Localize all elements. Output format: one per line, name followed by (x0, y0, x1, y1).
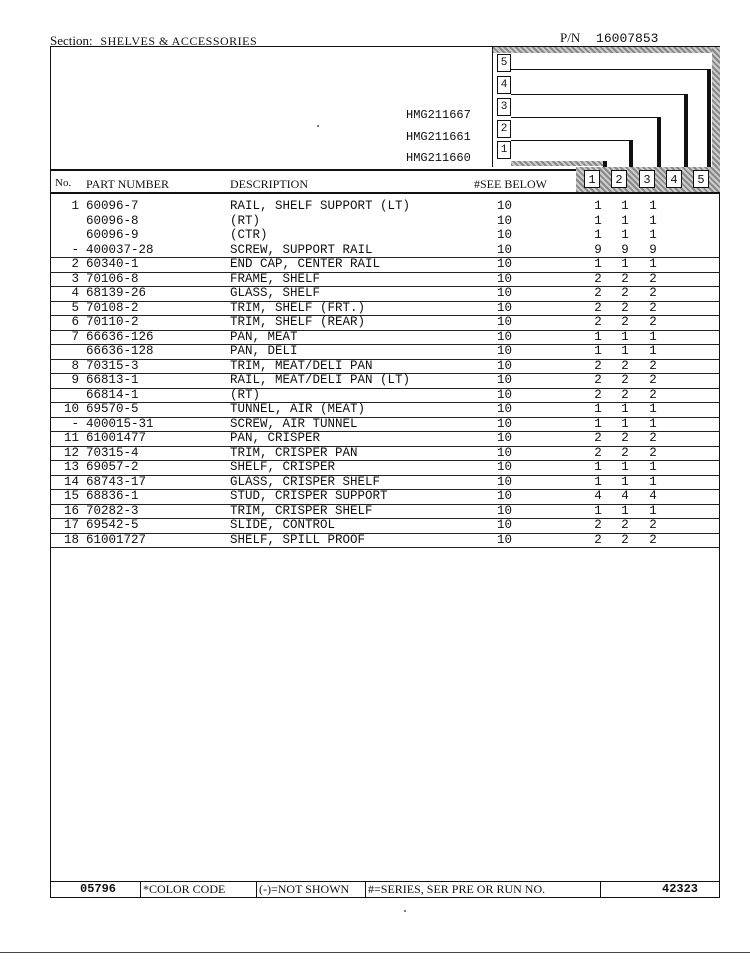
row-qty-col-3: 1 (649, 228, 657, 242)
row-item-number: 12 (63, 445, 79, 460)
box-column-rule (492, 47, 493, 167)
row-part-number: 70282-3 (86, 503, 139, 518)
step-vert-5 (707, 69, 711, 169)
header-bottom-rule (50, 192, 720, 194)
row-qty-col-1: 2 (594, 300, 602, 315)
step-vert-2 (629, 140, 633, 169)
row-rule (50, 547, 720, 548)
row-description: SHELF, SPILL PROOF (230, 532, 366, 547)
step-line-4 (511, 94, 686, 95)
row-see-below: 10 (497, 387, 513, 402)
row-qty-col-2: 2 (621, 431, 629, 445)
row-item-number: 11 (63, 431, 79, 445)
row-description: RAIL, MEAT/DELI PAN (LT) (230, 373, 411, 387)
row-part-number: 70106-8 (86, 271, 139, 286)
row-qty-col-3: 1 (649, 329, 657, 344)
footer-bar (50, 881, 720, 898)
row-qty-col-2: 1 (621, 503, 629, 518)
model-label-1: HMG211660 (406, 151, 471, 165)
model-box-3: 3 (497, 98, 511, 116)
row-description: (RT) (230, 387, 261, 402)
row-qty-col-3: 1 (649, 402, 657, 416)
row-description: TRIM, CRISPER SHELF (230, 503, 373, 518)
row-qty-col-3: 1 (649, 199, 657, 213)
row-see-below: 10 (497, 242, 513, 257)
row-description: TRIM, MEAT/DELI PAN (230, 358, 373, 373)
row-qty-col-3: 4 (649, 489, 657, 503)
col-header-no: No. (55, 177, 72, 189)
row-qty-col-3: 1 (649, 344, 657, 358)
pn-value: 16007853 (596, 31, 659, 46)
row-qty-col-3: 9 (649, 242, 657, 257)
row-part-number: 60340-1 (86, 257, 139, 271)
row-part-number: 68743-17 (86, 474, 147, 489)
scan-speck (404, 910, 406, 912)
row-description: TRIM, SHELF (REAR) (230, 315, 366, 329)
col-num-4: 4 (666, 170, 682, 188)
row-item-number: 13 (63, 460, 79, 474)
row-qty-col-2: 1 (621, 474, 629, 489)
row-qty-col-2: 2 (621, 387, 629, 402)
row-part-number: 66813-1 (86, 373, 139, 387)
row-see-below: 10 (497, 445, 513, 460)
row-item-number: 14 (63, 474, 79, 489)
row-description: (CTR) (230, 228, 268, 242)
row-qty-col-2: 2 (621, 315, 629, 329)
row-description: (RT) (230, 213, 261, 228)
row-part-number: 69570-5 (86, 402, 139, 416)
row-item-number: 7 (71, 329, 79, 344)
row-qty-col-1: 2 (594, 431, 602, 445)
row-part-number: 400037-28 (86, 242, 154, 257)
footer-sep (600, 882, 601, 897)
row-see-below: 10 (497, 532, 513, 547)
row-see-below: 10 (497, 474, 513, 489)
row-qty-col-3: 2 (649, 445, 657, 460)
step-line-3 (511, 117, 659, 118)
row-item-number: 15 (63, 489, 79, 503)
row-qty-col-2: 2 (621, 271, 629, 286)
shaded-band (492, 47, 720, 53)
footer-date-code: 05796 (80, 882, 117, 896)
row-see-below: 10 (497, 300, 513, 315)
row-see-below: 10 (497, 373, 513, 387)
model-box-4: 4 (497, 76, 511, 94)
row-qty-col-1: 1 (594, 503, 602, 518)
row-qty-col-1: 2 (594, 532, 602, 547)
row-part-number: 60096-7 (86, 199, 139, 213)
row-qty-col-1: 1 (594, 228, 602, 242)
col-header-desc: DESCRIPTION (230, 177, 309, 191)
row-qty-col-1: 9 (594, 242, 602, 257)
step-line-1 (511, 161, 607, 166)
row-description: GLASS, CRISPER SHELF (230, 474, 381, 489)
row-qty-col-2: 1 (621, 213, 629, 228)
section-value: SHELVES & ACCESSORIES (100, 34, 258, 48)
row-qty-col-1: 4 (594, 489, 602, 503)
row-qty-col-1: 2 (594, 358, 602, 373)
part-number-heading (560, 30, 658, 46)
row-item-number: 5 (71, 300, 79, 315)
row-qty-col-1: 1 (594, 402, 602, 416)
row-qty-col-2: 1 (621, 228, 629, 242)
row-see-below: 10 (497, 315, 513, 329)
row-see-below: 10 (497, 402, 513, 416)
row-qty-col-2: 1 (621, 416, 629, 431)
row-qty-col-1: 2 (594, 315, 602, 329)
row-qty-col-2: 2 (621, 286, 629, 300)
model-box-5: 5 (497, 54, 511, 72)
row-qty-col-1: 2 (594, 286, 602, 300)
row-see-below: 10 (497, 257, 513, 271)
row-item-number: 6 (71, 315, 79, 329)
row-qty-col-2: 2 (621, 358, 629, 373)
row-see-below: 10 (497, 518, 513, 532)
row-qty-col-3: 2 (649, 518, 657, 532)
row-part-number: 68836-1 (86, 489, 139, 503)
row-part-number: 66814-1 (86, 387, 139, 402)
row-qty-col-3: 2 (649, 431, 657, 445)
row-qty-col-2: 1 (621, 199, 629, 213)
row-part-number: 70108-2 (86, 300, 139, 315)
row-qty-col-1: 1 (594, 329, 602, 344)
row-description: TRIM, SHELF (FRT.) (230, 300, 366, 315)
row-item-number: 9 (71, 373, 79, 387)
row-qty-col-1: 2 (594, 518, 602, 532)
scan-speck (317, 125, 319, 127)
row-qty-col-2: 1 (621, 460, 629, 474)
footer-sep (256, 882, 257, 897)
row-part-number: 66636-126 (86, 329, 154, 344)
col-num-3: 3 (639, 170, 655, 188)
row-description: GLASS, SHELF (230, 286, 321, 300)
row-see-below: 10 (497, 271, 513, 286)
row-qty-col-3: 2 (649, 387, 657, 402)
row-see-below: 10 (497, 358, 513, 373)
row-qty-col-1: 1 (594, 257, 602, 271)
model-label-3: HMG211667 (406, 108, 471, 122)
row-description: PAN, DELI (230, 344, 298, 358)
row-description: END CAP, CENTER RAIL (230, 257, 381, 271)
row-qty-col-1: 1 (594, 416, 602, 431)
row-qty-col-1: 2 (594, 271, 602, 286)
row-qty-col-2: 4 (621, 489, 629, 503)
col-num-5: 5 (693, 170, 709, 188)
row-part-number: 70315-4 (86, 445, 139, 460)
page-bottom-rule (0, 952, 750, 953)
row-description: SHELF, CRISPER (230, 460, 336, 474)
row-qty-col-1: 1 (594, 213, 602, 228)
row-qty-col-2: 2 (621, 445, 629, 460)
col-num-2: 2 (611, 170, 627, 188)
row-qty-col-3: 2 (649, 532, 657, 547)
row-description: SCREW, SUPPORT RAIL (230, 242, 373, 257)
row-qty-col-2: 2 (621, 300, 629, 315)
row-qty-col-1: 1 (594, 474, 602, 489)
row-qty-col-1: 2 (594, 445, 602, 460)
col-num-1: 1 (584, 170, 600, 188)
row-description: TRIM, CRISPER PAN (230, 445, 358, 460)
row-part-number: 60096-8 (86, 213, 139, 228)
footer-series: #=SERIES, SER PRE OR RUN NO. (368, 882, 546, 896)
row-part-number: 70315-3 (86, 358, 139, 373)
row-qty-col-2: 2 (621, 373, 629, 387)
row-qty-col-3: 2 (649, 271, 657, 286)
footer-sep (365, 882, 366, 897)
row-qty-col-3: 2 (649, 286, 657, 300)
row-see-below: 10 (497, 286, 513, 300)
row-see-below: 10 (497, 344, 513, 358)
col-header-see: #SEE BELOW (474, 177, 547, 191)
row-see-below: 10 (497, 503, 513, 518)
row-qty-col-3: 2 (649, 358, 657, 373)
step-vert-4 (684, 94, 688, 169)
footer-page-code: 42323 (662, 882, 699, 896)
row-see-below: 10 (497, 416, 513, 431)
row-qty-col-1: 1 (594, 199, 602, 213)
model-label-2: HMG211661 (406, 130, 471, 144)
col-header-part: PART NUMBER (86, 177, 169, 191)
row-description: SCREW, AIR TUNNEL (230, 416, 358, 431)
row-item-number: 4 (71, 286, 79, 300)
row-qty-col-2: 1 (621, 329, 629, 344)
row-part-number: 61001477 (86, 431, 147, 445)
row-description: PAN, CRISPER (230, 431, 321, 445)
section-label: Section: (50, 33, 93, 48)
row-item-number: 1 (71, 199, 79, 213)
row-qty-col-2: 2 (621, 532, 629, 547)
footer-sep (140, 882, 141, 897)
row-qty-col-2: 2 (621, 518, 629, 532)
row-qty-col-2: 1 (621, 257, 629, 271)
row-see-below: 10 (497, 228, 513, 242)
row-qty-col-3: 2 (649, 373, 657, 387)
row-qty-col-3: 1 (649, 503, 657, 518)
row-part-number: 69542-5 (86, 518, 139, 532)
row-see-below: 10 (497, 213, 513, 228)
row-see-below: 10 (497, 199, 513, 213)
row-item-number: 17 (63, 518, 79, 532)
row-qty-col-3: 2 (649, 315, 657, 329)
row-see-below: 10 (497, 460, 513, 474)
row-qty-col-3: 1 (649, 416, 657, 431)
row-qty-col-1: 1 (594, 344, 602, 358)
row-item-number: 16 (63, 503, 79, 518)
row-item-number: 8 (71, 358, 79, 373)
row-description: STUD, CRISPER SUPPORT (230, 489, 388, 503)
row-item-number: 18 (63, 532, 79, 547)
row-part-number: 69057-2 (86, 460, 139, 474)
row-part-number: 68139-26 (86, 286, 147, 300)
row-qty-col-3: 1 (649, 460, 657, 474)
row-part-number: 70110-2 (86, 315, 139, 329)
row-qty-col-1: 1 (594, 460, 602, 474)
step-line-5 (511, 69, 709, 70)
row-qty-col-1: 2 (594, 387, 602, 402)
row-description: FRAME, SHELF (230, 271, 321, 286)
model-box-2: 2 (497, 120, 511, 138)
row-see-below: 10 (497, 489, 513, 503)
row-description: RAIL, SHELF SUPPORT (LT) (230, 199, 411, 213)
row-qty-col-3: 1 (649, 257, 657, 271)
step-line-2 (511, 140, 631, 141)
row-description: PAN, MEAT (230, 329, 298, 344)
row-qty-col-2: 9 (621, 242, 629, 257)
row-part-number: 400015-31 (86, 416, 154, 431)
row-description: TUNNEL, AIR (MEAT) (230, 402, 366, 416)
row-qty-col-3: 1 (649, 474, 657, 489)
pn-label: P/N (560, 30, 581, 45)
row-item-number: - (71, 242, 79, 257)
row-part-number: 61001727 (86, 532, 147, 547)
row-see-below: 10 (497, 329, 513, 344)
row-qty-col-1: 2 (594, 373, 602, 387)
model-box-1: 1 (497, 141, 511, 159)
row-part-number: 60096-9 (86, 228, 139, 242)
row-qty-col-3: 1 (649, 213, 657, 228)
row-item-number: 2 (71, 257, 79, 271)
row-qty-col-2: 1 (621, 402, 629, 416)
row-part-number: 66636-128 (86, 344, 154, 358)
row-item-number: 10 (63, 402, 79, 416)
row-see-below: 10 (497, 431, 513, 445)
row-qty-col-3: 2 (649, 300, 657, 315)
row-item-number: - (71, 416, 79, 431)
step-vert-3 (657, 117, 661, 169)
row-description: SLIDE, CONTROL (230, 518, 336, 532)
footer-color-code: *COLOR CODE (143, 882, 226, 896)
header-top-rule (50, 169, 576, 171)
row-qty-col-2: 1 (621, 344, 629, 358)
footer-not-shown: (-)=NOT SHOWN (259, 882, 350, 896)
row-item-number: 3 (71, 271, 79, 286)
